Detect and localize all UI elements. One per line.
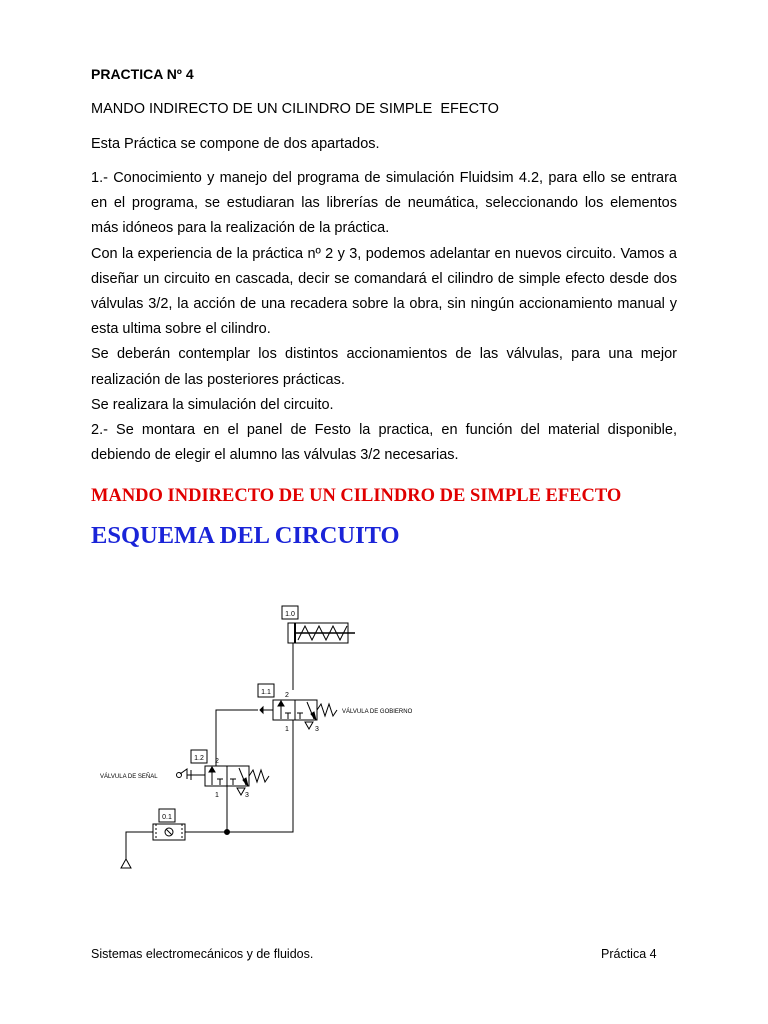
- body-paragraph: Se deberán contemplar los distintos accionamientos de las válvulas, para una mejor realización de las posteriores prácticas.: [91, 346, 677, 388]
- valve-position-left: [273, 700, 295, 720]
- pneumatic-lines: [126, 710, 293, 859]
- practice-number: PRACTICA Nº 4: [91, 66, 194, 82]
- signal-valve: [100, 750, 269, 799]
- tag-signal-valve: 1.2: [194, 755, 204, 762]
- supply-unit: [121, 809, 185, 868]
- port-label: 3: [315, 726, 319, 733]
- signal-valve-label: VÁLVULA DE SEÑAL: [100, 774, 158, 780]
- body-text: [91, 166, 677, 468]
- port-label: 3: [245, 792, 249, 799]
- port-label: 1: [215, 792, 219, 799]
- port-label: 2: [215, 758, 219, 765]
- body-paragraph: Se realizara la simulación del circuito.: [91, 396, 334, 413]
- roller-icon: [177, 773, 182, 778]
- single-acting-cylinder: [282, 606, 355, 690]
- valve-position-left: [205, 766, 227, 786]
- tag-cylinder: 1.0: [285, 611, 295, 618]
- tag-supply: 0.1: [162, 814, 172, 821]
- document-subtitle: MANDO INDIRECTO DE UN CILINDRO DE SIMPLE EFECTO: [91, 101, 499, 117]
- footer-right: Práctica 4: [601, 947, 657, 961]
- intro-text: Esta Práctica se compone de dos apartados.: [91, 136, 380, 152]
- body-paragraph: Con la experiencia de la práctica nº 2 y 3, podemos adelantar en nuevos circuito. Vamos a diseñar un circuito en cascada, decir se comandará el cilindro de simple efecto desde dos válvulas 3/2, la acción de una recadera sobre la obra, sin ningún accionamiento manual y esta ultima sobre el cilindro.: [91, 245, 677, 338]
- port-label: 1: [285, 726, 289, 733]
- body-paragraph: 2.- Se montara en el panel de Festo la practica, en función del material disponible, debiendo de elegir el alumno las válvulas 3/2 necesarias.: [91, 422, 677, 464]
- footer-left: Sistemas electromecánicos y de fluidos.: [91, 947, 314, 961]
- section-heading-red: MANDO INDIRECTO DE UN CILINDRO DE SIMPLE EFECTO: [91, 486, 622, 506]
- exhaust-icon: [237, 788, 245, 795]
- main-valve: [258, 684, 413, 733]
- compressor-icon: [121, 859, 131, 868]
- spring-icon: [249, 770, 269, 782]
- tag-main-valve: 1.1: [261, 689, 271, 696]
- body-paragraph: 1.- Conocimiento y manejo del programa de simulación Fluidsim 4.2, para ello se entrara en el programa, se estudiaran las librerías de neumática, seleccionando los elementos más idóneos para la realización de la práctica.: [91, 170, 677, 237]
- main-valve-label: VÁLVULA DE GOBIERNO: [342, 709, 413, 715]
- section-heading-blue: ESQUEMA DEL CIRCUITO: [91, 522, 400, 549]
- exhaust-icon: [305, 722, 313, 729]
- pneumatic-circuit-diagram: [95, 600, 425, 880]
- port-label: 2: [285, 692, 289, 699]
- spring-icon: [317, 704, 337, 716]
